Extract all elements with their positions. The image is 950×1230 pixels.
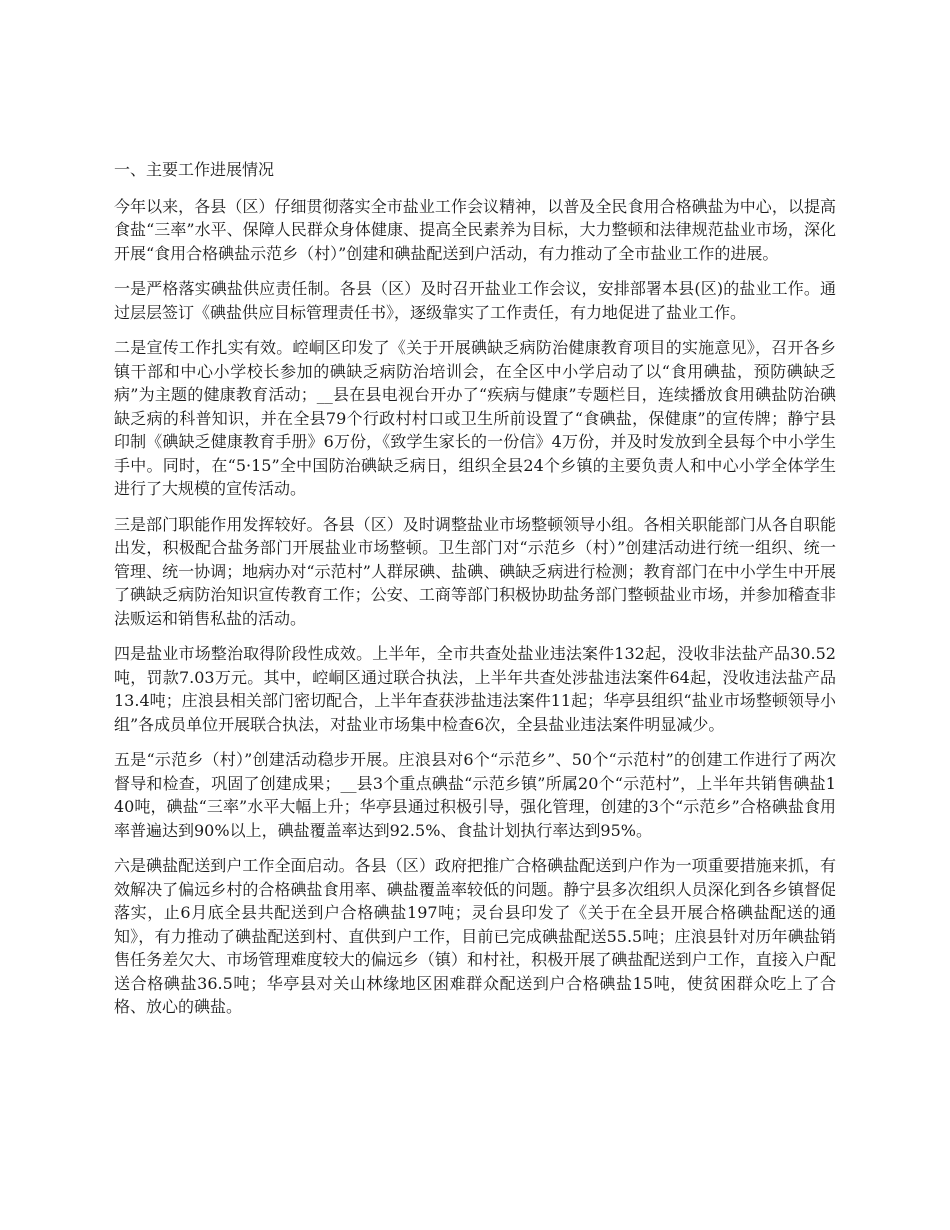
paragraph-departments: 三是部门职能作用发挥较好。各县（区）及时调整盐业市场整顿领导小组。各相关职能部门从各自职能出发，积极配合盐务部门开展盐业市场整顿。卫生部门对“示范乡（村）”创建活动进行统一组织、统一管理、统一协调；地病办对“示范村”人群尿碘、盐碘、碘缺乏病进行检测；教育部门在中小学生中开展了碘缺乏病防治知识宣传教育工作；公安、工商等部门积极协助盐务部门整顿盐业市场，并参加稽查非法贩运和销售私盐的活动。 [114,514,836,628]
paragraph-responsibility: 一是严格落实碘盐供应责任制。各县（区）及时召开盐业工作会议，安排部署本县(区)的盐业工作。通过层层签订《碘盐供应目标管理责任书》，逐级靠实了工作责任，有力地促进了盐业工作。 [114,279,836,322]
document-body [114,158,836,1031]
paragraph-demonstration: 五是“示范乡（村）”创建活动稳步开展。庄浪县对6个“示范乡”、50个“示范村”的创建工作进行了两次督导和检查，巩固了创建成果；__县3个重点碘盐“示范乡镇”所属20个“示范村”，上半年共销售碘盐140吨，碘盐“三率”水平大幅上升；华亭县通过积极引导，强化管理，创建的3个“示范乡”合格碘盐食用率普遍达到90%以上，碘盐覆盖率达到92.5%、食盐计划执行率达到95%。 [114,750,836,840]
paragraph-publicity: 二是宣传工作扎实有效。崆峒区印发了《关于开展碘缺乏病防治健康教育项目的实施意见》，召开各乡镇干部和中心小学校长参加的碘缺乏病防治培训会，在全区中小学启动了以“食用碘盐，预防碘缺乏病”为主题的健康教育活动；__县在县电视台开办了“疾病与健康”专题栏目，连续播放食用碘盐防治碘缺乏病的科普知识，并在全县79个行政村村口或卫生所前设置了“食碘盐，保健康”的宣传牌；静宁县印制《碘缺乏健康教育手册》6万份，《致学生家长的一份信》4万份，并及时发放到全县每个中小学生手中。同时，在“5·15”全中国防治碘缺乏病日，组织全县24个乡镇的主要负责人和中心小学全体学生进行了大规模的宣传活动。 [114,338,836,498]
paragraph-market-rectification: 四是盐业市场整治取得阶段性成效。上半年，全市共查处盐业违法案件132起，没收非法盐产品30.52吨，罚款7.03万元。其中，崆峒区通过联合执法，上半年共查处涉盐违法案件64起，没收违法盐产品13.4吨；庄浪县相关部门密切配合，上半年查获涉盐违法案件11起；华亭县组织“盐业市场整顿领导小组”各成员单位开展联合执法，对盐业市场集中检查6次，全县盐业违法案件明显减少。 [114,644,836,734]
section-heading: 一、主要工作进展情况 [114,160,275,179]
paragraph-delivery: 六是碘盐配送到户工作全面启动。各县（区）政府把推广合格碘盐配送到户作为一项重要措施来抓，有效解决了偏远乡村的合格碘盐食用率、碘盐覆盖率较低的问题。静宁县多次组织人员深化到各乡镇督促落实，止6月底全县共配送到户合格碘盐197吨；灵台县印发了《关于在全县开展合格碘盐配送的通知》，有力推动了碘盐配送到村、直供到户工作，目前已完成碘盐配送55.5吨；庄浪县针对历年碘盐销售任务差欠大、市场管理难度较大的偏远乡（镇）和村社，积极开展了碘盐配送到户工作，直接入户配送合格碘盐36.5吨；华亭县对关山林缘地区困难群众配送到户合格碘盐15吨，使贫困群众吃上了合格、放心的碘盐。 [114,856,836,1016]
paragraph-intro: 今年以来，各县（区）仔细贯彻落实全市盐业工作会议精神，以普及全民食用合格碘盐为中心，以提高食盐“三率”水平、保障人民群众身体健康、提高全民素养为目标，大力整顿和法律规范盐业市场，深化开展“食用合格碘盐示范乡（村）”创建和碘盐配送到户活动，有力推动了全市盐业工作的进展。 [114,196,836,263]
